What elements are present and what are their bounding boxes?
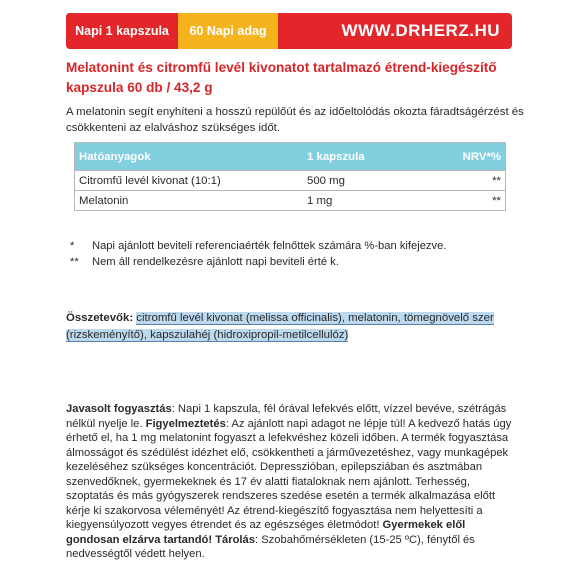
ingredients-text-1: citromfű levél kivonat (melissa officinalis), melatonin, tömegnövelő szer [136,312,494,324]
daily-capsule-badge: Napi 1 kapszula [66,13,178,49]
footnote-text: Nem áll rendelkezésre ajánlott napi beviteli érté k. [92,256,339,268]
table-header [75,143,505,170]
footnote-text: Napi ajánlott beviteli referenciaérték felnőttek számára %-ban kifejezve. [92,240,447,252]
website-link[interactable]: WWW.DRHERZ.HU [341,21,500,40]
header-active-ingredients: Hatóanyagok [79,150,151,163]
top-banner [66,13,512,49]
row-ingredient: Citromfű levél kivonat (10:1) [79,174,221,187]
row-amount: 500 mg [307,174,345,187]
row-amount: 1 mg [307,194,333,207]
footnotes [70,238,530,270]
table-row [75,190,505,210]
usage-section [66,402,518,562]
ingredients-text-2: (rizskeményítő), kapszulahéj (hidroxipropil-metilcellulóz) [66,329,349,341]
row-nrv: ** [492,174,501,187]
header-nrv: NRV*% [462,150,501,163]
ingredients-section: Összetevők: citromfű levél kivonat (melissa officinalis), melatonin, tömegnövelő szer (rizskeményítő), kapszulahéj (hidroxipropil-metilcellulóz) [66,312,494,341]
usage-text: : Napi 1 kapszula, fél órával lefekvés előtt, vízzel bevéve, szétrágás nélkül nyelje le. [66,403,507,430]
footnote-mark: * [70,240,75,252]
product-title: Melatonint és citromfű levél kivonatot tartalmazó étrend-kiegészítő kapszula 60 db / 43,2 g [66,60,497,95]
warning-label: Figyelmeztetés [145,417,226,430]
warning-text: : Az ajánlott napi adagot ne lépje túl! A kedvező hatás úgy érhető el, ha 1 mg melatonint fogyaszt a lefekvéshez közeli időben. A termék fogyasztása álmosságot és szédülést idézhet elő, csökkentheti a járművezetéshez, vagy munkagépek kezeléséhez szükséges koncentrációt. Depresszióban, epilepsziában és asztmában szenvedőknek, gyermekeknek és 17 év alatti fiataloknak nem ajánlott. Terhesség, szoptatás és más gyógyszerek rendszeres szedése esetén a termék alkalmazása előtt kérje ki szakorvosa véleményét! Az étrend-kiegészítő fogyasztása nem helyettesíti a kiegyensúlyozott vegyes étrendet és az egészséges életmódot! [66,417,512,531]
storage-text: : Szobahőmérsékleten (15-25 ºC), fénytől és nedvességtől védett helyen. [66,533,475,560]
storage-label: Gyermekek elől gondosan elzárva tartandó! Tárolás [66,519,466,546]
footnote-mark: ** [70,256,79,268]
footnote [70,254,530,270]
daily-doses-badge: 60 Napi adag [178,13,278,49]
row-nrv: ** [492,194,501,207]
product-intro: A melatonin segít enyhíteni a hosszú repülőút és az időeltolódás okozta fáradtságérzést és csökkenteni az elalváshoz szükséges időt. [66,106,524,134]
nutrition-table [74,142,506,211]
ingredients-label: Összetevők [66,312,130,324]
header-per-capsule: 1 kapszula [307,150,365,163]
table-row [75,170,505,190]
usage-label: Javasolt fogyasztás [66,403,172,415]
footnote [70,238,530,254]
row-ingredient: Melatonin [79,194,129,207]
